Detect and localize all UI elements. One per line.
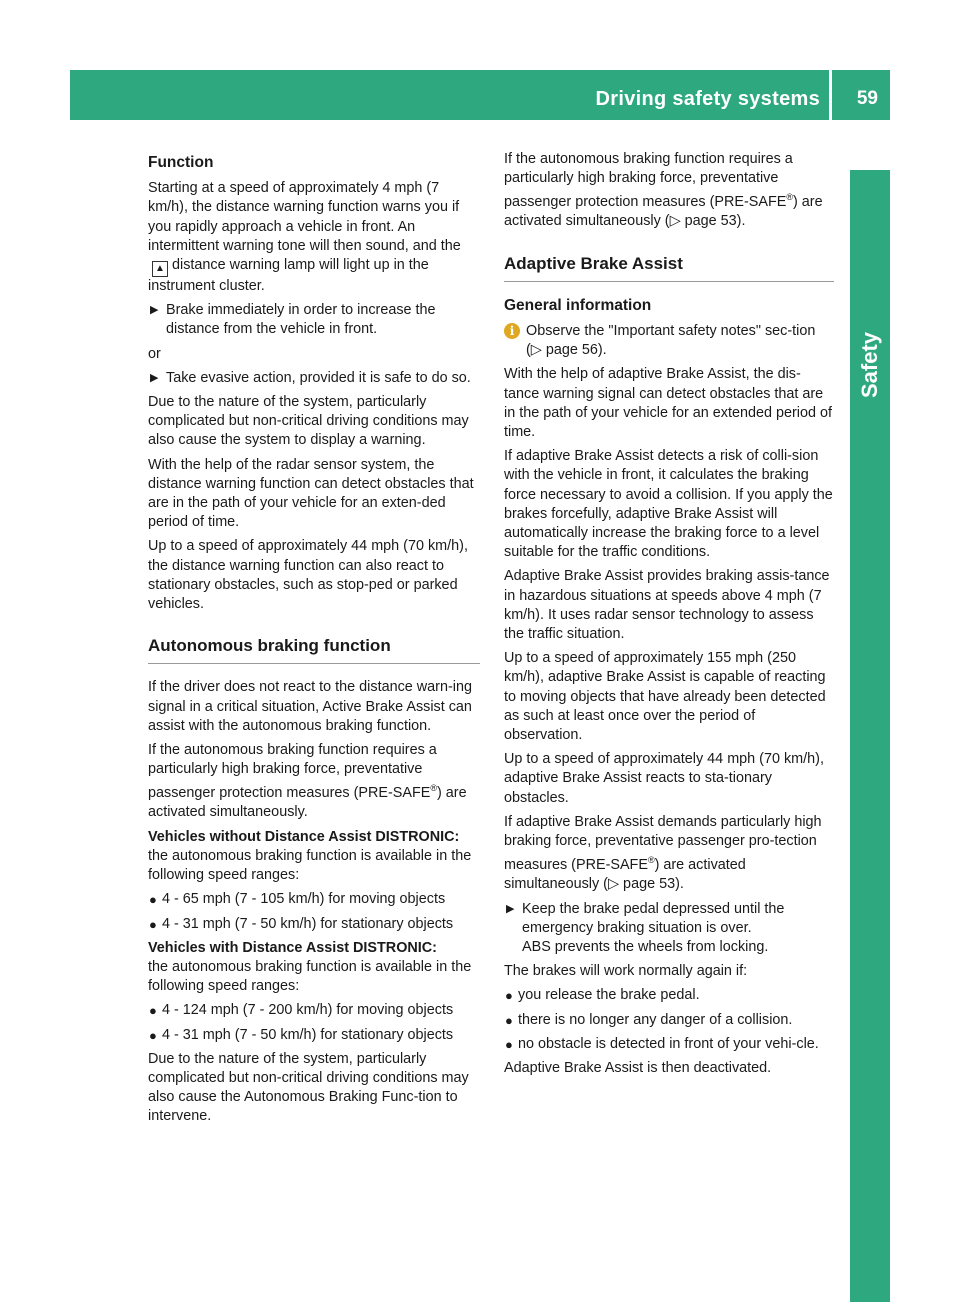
- bullet-icon: ●: [149, 892, 157, 908]
- info-icon: i: [504, 323, 520, 339]
- paragraph: If the autonomous braking function requires a particularly high braking force, preventative passenger protection measures (PRE-SAFE®) are activated simultaneously.: [148, 742, 467, 821]
- without-distronic-paragraph: Vehicles without Distance Assist DISTRONIC: the autonomous braking function is available in the following speed ranges:: [148, 828, 472, 884]
- list-item: ● 4 - 124 mph (7 - 200 km/h) for moving objects: [149, 1002, 454, 1019]
- info-note: i Observe the "Important safety notes" sec-tion (▷ page 56).: [504, 322, 834, 360]
- general-information-heading: General information: [504, 296, 652, 314]
- paragraph: If the driver does not react to the distance warn-ing signal in a critical situation, Active Brake Assist can assist with the autonomous braking function.: [148, 679, 472, 734]
- paragraph: Adaptive Brake Assist is then deactivated.: [504, 1059, 772, 1076]
- step-arrow-icon: ▶: [150, 304, 159, 317]
- list-item: ● 4 - 31 mph (7 - 50 km/h) for stationary objects: [149, 1026, 454, 1043]
- instruction-step: ▶ Keep the brake pedal depressed until the emergency braking situation is over. ABS prevents the wheels from locking.: [506, 900, 785, 955]
- instruction-step: ▶ Take evasive action, provided it is safe to do so.: [150, 369, 471, 386]
- page-reference-link[interactable]: page 56).: [541, 342, 607, 359]
- bullet-icon: ●: [149, 916, 157, 932]
- paragraph: Up to a speed of approximately 155 mph (250 km/h), adaptive Brake Assist is capable of reacting to moving objects that have already been detected as such at least once over the period of observation.: [504, 650, 826, 744]
- page-reference-arrow-icon: ▷: [607, 876, 620, 893]
- list-item: ● you release the brake pedal.: [505, 987, 700, 1004]
- page-section-title: Driving safety systems: [595, 88, 820, 110]
- side-tab-label: Safety: [857, 331, 882, 399]
- function-heading: Function: [148, 154, 214, 171]
- list-item: ● no obstacle is detected in front of your vehi-cle.: [505, 1035, 819, 1052]
- page-reference-arrow-icon: ▷: [530, 342, 542, 359]
- or-text: or: [148, 345, 161, 362]
- step-arrow-icon: ▶: [150, 371, 159, 384]
- paragraph: With the help of the radar sensor system, the distance warning function can detect obstacles that are in the path of your vehicle for an exten-ded period of time.: [148, 456, 474, 531]
- adaptive-brake-assist-heading: Adaptive Brake Assist: [504, 254, 834, 282]
- page-reference-arrow-icon: ▷: [669, 213, 681, 230]
- step-arrow-icon: ▶: [506, 902, 515, 915]
- bullet-icon: ●: [149, 1027, 157, 1043]
- list-item: ● there is no longer any danger of a collision.: [505, 1011, 793, 1028]
- paragraph: Due to the nature of the system, particularly complicated but non-critical driving conditions may also cause the system to display a warning.: [148, 394, 469, 449]
- with-distronic-paragraph: Vehicles with Distance Assist DISTRONIC: the autonomous braking function is available in the following speed ranges:: [148, 939, 472, 995]
- paragraph: If the autonomous braking function requires a particularly high braking force, preventative passenger protection measures (PRE-SAFE®) are activated simultaneously (▷ page 53).: [504, 151, 823, 230]
- paragraph: Due to the nature of the system, particularly complicated but non-critical driving conditions may also cause the Autonomous Braking Func-tion to intervene.: [148, 1050, 469, 1125]
- right-column: [504, 150, 834, 1083]
- bullet-icon: ●: [505, 1012, 513, 1028]
- paragraph: Adaptive Brake Assist provides braking assis-tance in hazardous situations at speeds above 4 mph (7 km/h). It uses radar sensor technology to assess the traffic situation.: [504, 568, 830, 643]
- autonomous-braking-heading: Autonomous braking function: [148, 636, 480, 664]
- bullet-icon: ●: [505, 1036, 513, 1052]
- list-item: ● 4 - 31 mph (7 - 50 km/h) for stationary objects: [149, 915, 454, 932]
- bullet-icon: ●: [149, 1003, 157, 1019]
- distance-warning-lamp-icon: ▲: [152, 261, 168, 277]
- function-paragraph: Starting at a speed of approximately 4 mph (7 km/h), the distance warning function warns you if you rapidly approach a vehicle in front. An intermittent warning tone will then sound, and the▲ distance warning lamp will light up in the instrument cluster.: [148, 180, 461, 295]
- bullet-icon: ●: [505, 988, 513, 1004]
- paragraph: Up to a speed of approximately 44 mph (70 km/h), adaptive Brake Assist reacts to sta-tionary obstacles.: [504, 751, 824, 806]
- page-reference-link[interactable]: page 53).: [619, 876, 684, 893]
- paragraph: If adaptive Brake Assist detects a risk of colli-sion with the vehicle in front, it calculates the braking force necessary to avoid a collision. If you apply the brakes forcefully, adaptive Brake Assist will automatically increase the braking force to a level suitable for the traffic conditions.: [504, 448, 833, 561]
- paragraph: With the help of adaptive Brake Assist, the dis-tance warning signal can detect obstacles that are in the path of your vehicle for an extended period of time.: [504, 366, 833, 441]
- left-column: [148, 150, 480, 1132]
- paragraph: Up to a speed of approximately 44 mph (70 km/h), the distance warning function can also react to stationary obstacles, such as stop-ped or parked vehicles.: [148, 538, 468, 613]
- header-bar: [70, 70, 890, 120]
- instruction-step: ▶ Brake immediately in order to increase the distance from the vehicle in front.: [150, 302, 436, 338]
- list-item: ● 4 - 65 mph (7 - 105 km/h) for moving objects: [149, 891, 446, 908]
- paragraph: The brakes will work normally again if:: [504, 963, 748, 980]
- paragraph: If adaptive Brake Assist demands particularly high braking force, preventative passenger pro-tection measures (PRE-SAFE®) are activated simultaneously (▷ page 53).: [504, 813, 822, 893]
- page-number: 59: [856, 88, 878, 109]
- page-reference-link[interactable]: page 53).: [680, 213, 746, 230]
- header-divider: [829, 70, 832, 120]
